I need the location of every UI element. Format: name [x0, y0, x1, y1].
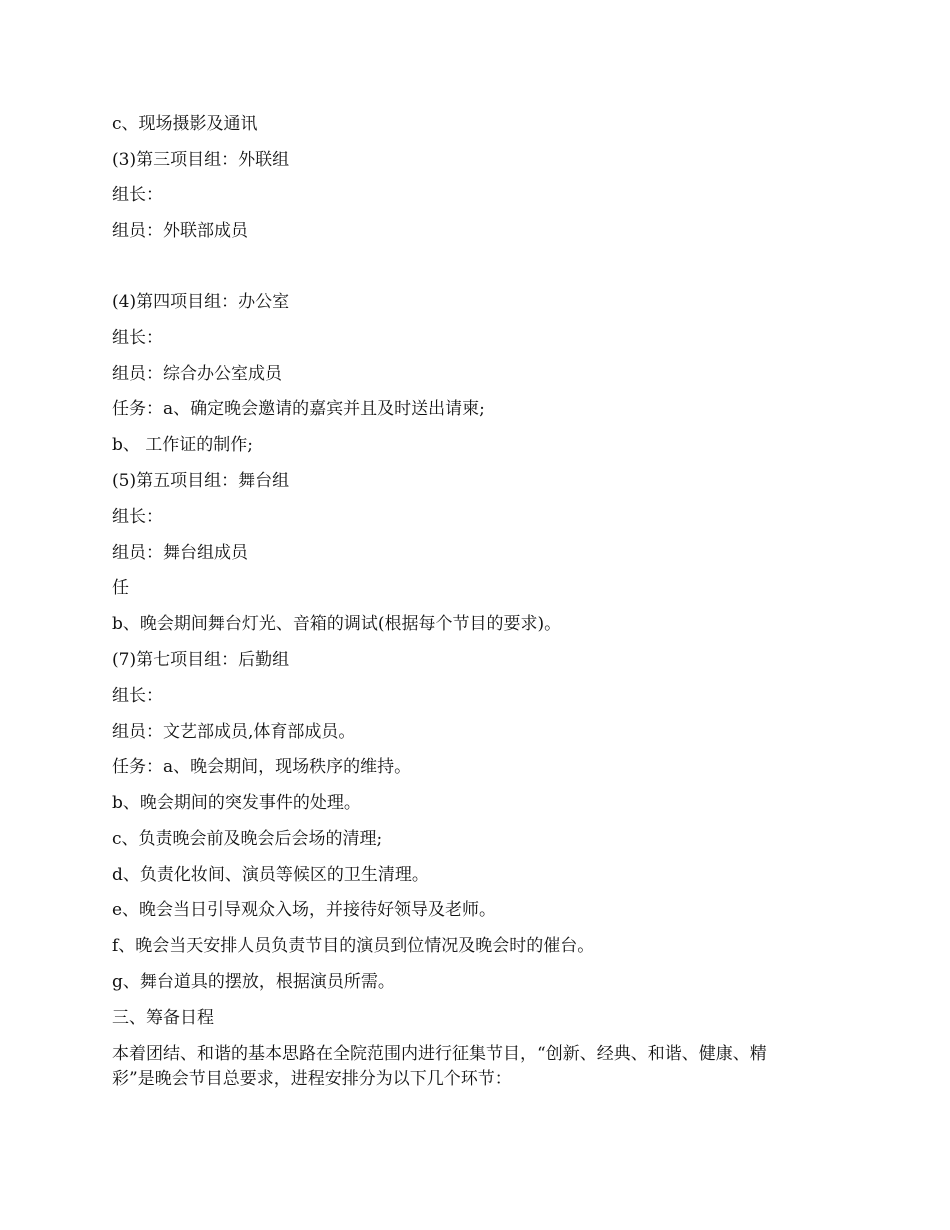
paragraph-line: 彩”是晚会节目总要求，进程安排分为以下几个环节：	[112, 1069, 512, 1089]
text-line: e、晚会当日引导观众入场，并接待好领导及老师。	[112, 900, 497, 920]
text-line: d、负责化妆间、演员等候区的卫生清理。	[112, 865, 429, 885]
text-line: 组长：	[112, 507, 163, 527]
text-line: c、现场摄影及通讯	[112, 114, 258, 134]
text-line: 组员：外联部成员	[112, 221, 248, 241]
text-line: 组员：舞台组成员	[112, 543, 248, 563]
text-line: b、 工作证的制作;	[112, 435, 254, 455]
closing-paragraph	[112, 1042, 834, 1092]
section-heading: (5)第五项目组：舞台组	[112, 471, 290, 491]
text-line: 组员：综合办公室成员	[112, 364, 282, 384]
section-heading: (7)第七项目组：后勤组	[112, 650, 290, 670]
text-line: 任	[112, 578, 129, 598]
text-line: 组长：	[112, 328, 163, 348]
text-line: 组长：	[112, 185, 163, 205]
text-line: 任务：a、确定晚会邀请的嘉宾并且及时送出请柬;	[112, 399, 485, 419]
text-line: b、晚会期间的突发事件的处理。	[112, 793, 361, 813]
section-heading: (4)第四项目组：办公室	[112, 292, 290, 312]
text-line: c、负责晚会前及晚会后会场的清理;	[112, 829, 383, 849]
text-line: 组长：	[112, 686, 163, 706]
text-line: f、晚会当天安排人员负责节目的演员到位情况及晚会时的催台。	[112, 936, 595, 956]
text-line: g、舞台道具的摆放，根据演员所需。	[112, 972, 395, 992]
text-line: b、晚会期间舞台灯光、音箱的调试(根据每个节目的要求)。	[112, 614, 562, 634]
section-heading: (3)第三项目组：外联组	[112, 150, 290, 170]
section-heading: 三、筹备日程	[112, 1008, 214, 1028]
text-line: 组员：文艺部成员,体育部成员。	[112, 722, 356, 742]
text-line: 任务：a、晚会期间，现场秩序的维持。	[112, 757, 412, 777]
paragraph-line: 本着团结、和谐的基本思路在全院范围内进行征集节目，“创新、经典、和谐、健康、精	[112, 1044, 767, 1064]
